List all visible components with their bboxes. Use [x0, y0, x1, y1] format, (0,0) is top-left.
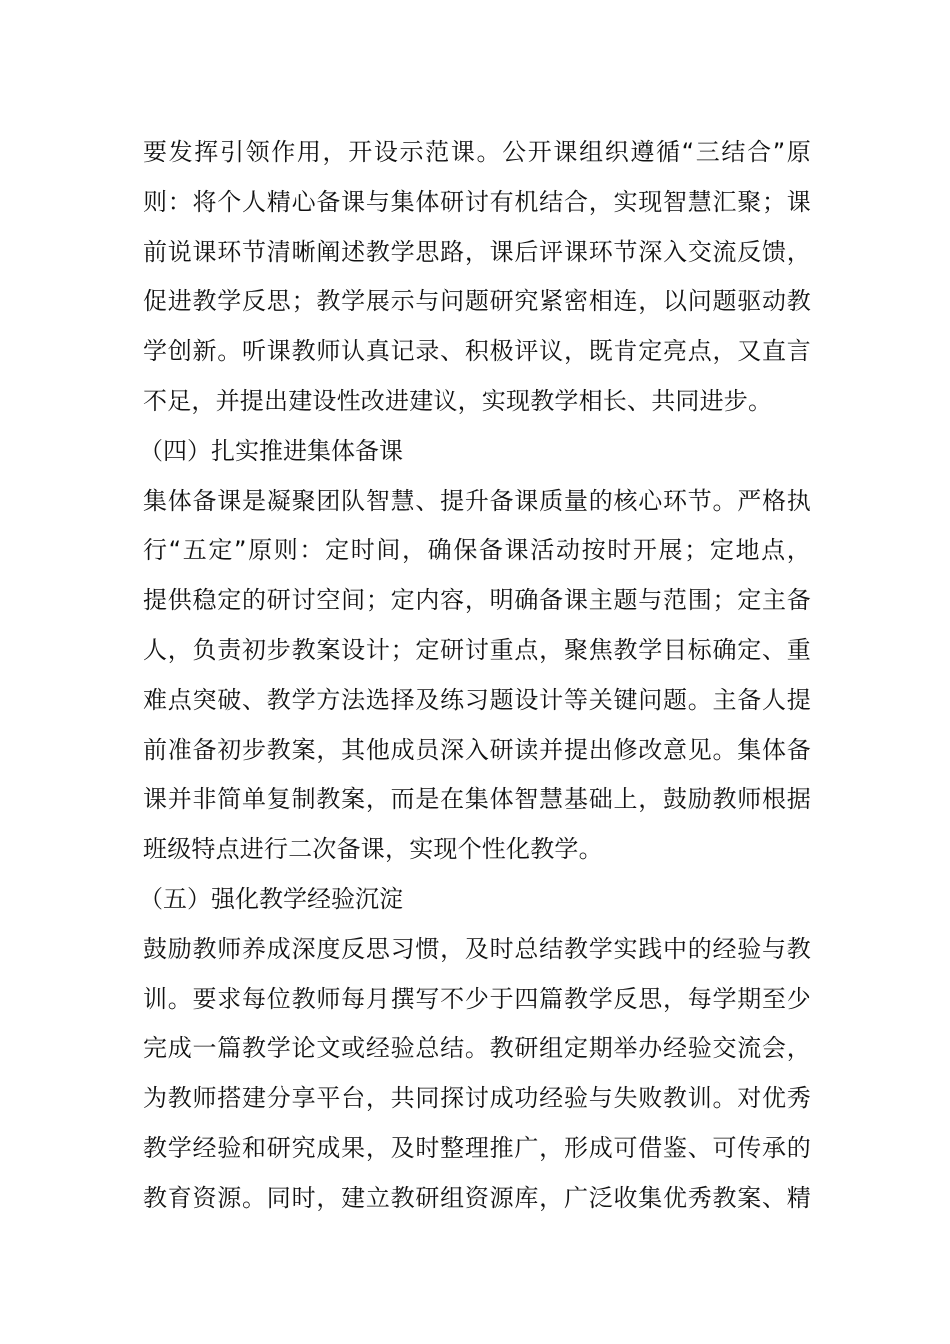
paragraph-line: 不足，并提出建设性改进建议，实现教学相长、共同进步。 — [143, 386, 773, 415]
paragraph-line: 则：将个人精心备课与集体研讨有机结合，实现智慧汇聚；课 — [143, 187, 811, 216]
paragraph-line: 课并非简单复制教案，而是在集体智慧基础上，鼓励教师根据 — [143, 785, 811, 814]
section-heading-4: （四）扎实推进集体备课 — [139, 436, 403, 465]
paragraph-line: 要发挥引领作用，开设示范课。公开课组织遵循“三结合”原 — [143, 138, 811, 166]
paragraph-line: 人，负责初步教案设计；定研讨重点，聚焦教学目标确定、重 — [143, 635, 811, 664]
paragraph-2 — [143, 477, 811, 875]
section-heading-5: （五）强化教学经验沉淀 — [139, 884, 403, 913]
paragraph-line: 学创新。听课教师认真记录、积极评议，既肯定亮点，又直言 — [143, 337, 811, 366]
paragraph-line: 完成一篇教学论文或经验总结。教研组定期举办经验交流会， — [143, 1034, 811, 1063]
paragraph-line: 集体备课是凝聚团队智慧、提升备课质量的核心环节。严格执 — [143, 486, 811, 515]
document-body — [139, 128, 811, 1224]
paragraph-line: 班级特点进行二次备课，实现个性化教学。 — [143, 835, 603, 864]
paragraph-line: 鼓励教师养成深度反思习惯，及时总结教学实践中的经验与教 — [143, 934, 811, 963]
paragraph-3 — [143, 925, 811, 1224]
paragraph-line: 促进教学反思；教学展示与问题研究紧密相连，以问题驱动教 — [143, 287, 811, 316]
paragraph-line: 行“五定”原则：定时间，确保备课活动按时开展；定地点， — [143, 536, 811, 565]
paragraph-line: 难点突破、教学方法选择及练习题设计等关键问题。主备人提 — [143, 685, 811, 714]
paragraph-1 — [143, 128, 811, 427]
paragraph-line: 教育资源。同时，建立教研组资源库，广泛收集优秀教案、精 — [143, 1183, 811, 1212]
paragraph-line: 前准备初步教案，其他成员深入研读并提出修改意见。集体备 — [143, 735, 811, 764]
paragraph-line: 前说课环节清晰阐述教学思路，课后评课环节深入交流反馈， — [143, 237, 811, 266]
paragraph-line: 提供稳定的研讨空间；定内容，明确备课主题与范围；定主备 — [143, 586, 811, 615]
paragraph-line: 教学经验和研究成果，及时整理推广，形成可借鉴、可传承的 — [143, 1133, 811, 1162]
paragraph-line: 训。要求每位教师每月撰写不少于四篇教学反思，每学期至少 — [143, 984, 811, 1013]
paragraph-line: 为教师搭建分享平台，共同探讨成功经验与失败教训。对优秀 — [143, 1084, 811, 1113]
